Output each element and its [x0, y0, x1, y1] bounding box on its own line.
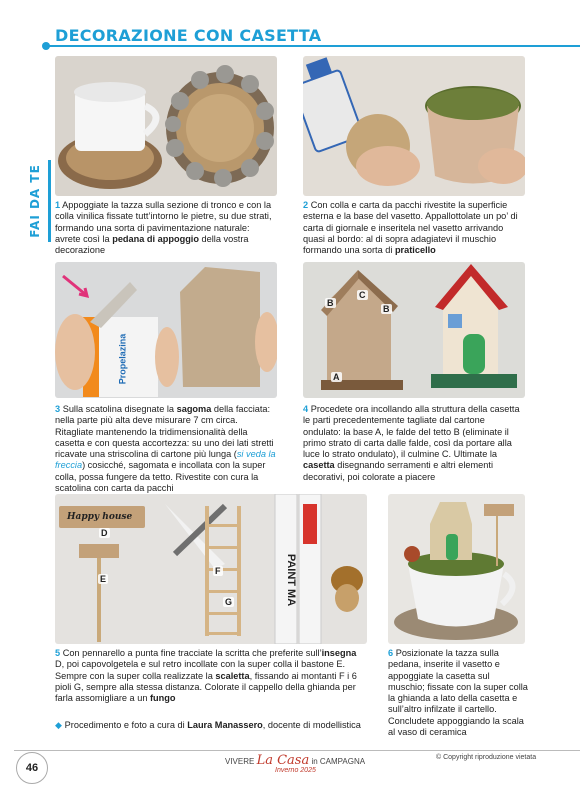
- step5-photo: [55, 494, 367, 644]
- step4-text-0: Procedete ora incollando alla struttura della casetta le parti precedentemente tagliate dal cartone ondulato: la base A, le falde del tetto B (eliminate il primo strato di carta dalle falde, così da portare alla luce lo strato ondulato), il culmine C. Ultimate la: [303, 404, 520, 460]
- step6-number: 6: [388, 648, 394, 658]
- step5-text-4: , fissando ai montanti F i 6 pioli G, sempre alla stessa distanza. Colorate il cappello della ghianda per farla assomigliare a un: [55, 670, 357, 704]
- step5-caption: [55, 648, 367, 704]
- issue-label: Inverno 2025: [275, 767, 316, 774]
- step5-text-3: scaletta: [215, 670, 250, 681]
- step1-text-2: della vostra decorazione: [55, 233, 249, 256]
- step3-text-0: Sulla scatolina disegnate la: [62, 404, 177, 414]
- step4-number: 4: [303, 404, 309, 414]
- credit-author: Laura Manassero: [187, 720, 263, 730]
- diamond-icon: ◆: [55, 720, 63, 730]
- step5-number: 5: [55, 648, 61, 658]
- title-rule: [48, 45, 580, 47]
- label-g: G: [225, 597, 233, 607]
- step3-text-1: sagoma: [176, 404, 212, 414]
- label-e: E: [100, 574, 107, 584]
- step2-caption: [303, 200, 525, 256]
- step4-text-1: casetta: [303, 460, 335, 471]
- step5-text-0: Con pennarello a punta fine tracciate la scritta che preferite sull’: [62, 648, 322, 658]
- step1-caption: [55, 200, 277, 256]
- step5-text-5: fungo: [149, 693, 176, 704]
- step1-photo: [55, 56, 277, 196]
- magazine-logo: [225, 753, 366, 774]
- mag-pre: VIVERE: [225, 757, 255, 766]
- step1-text-0: Appoggiate la tazza sulla sezione di tronco e con la colla vinilica fissate tutt’intorno le pietre, su due strati, formando una sorta di pavimentazione naturale: avrete così la: [55, 200, 272, 244]
- step3-text-3: si veda la freccia: [55, 449, 276, 471]
- step3-text-2: della facciata: nella parte più alta deve misurare 7 cm circa. Ritagliate mantenendo la tridimensionalità della casetta e con questa accortezza: su uno dei lati stretti ricavate una striscolina di cartone più lunga (: [55, 404, 274, 460]
- step2-photo: [303, 56, 525, 196]
- step3-caption: [55, 404, 277, 494]
- step3-photo: [55, 262, 277, 398]
- label-c: C: [359, 290, 366, 300]
- pen-text: PAINT MA: [285, 553, 298, 607]
- step6-photo: [388, 494, 525, 644]
- footer-rule: [14, 750, 580, 751]
- step4-photo: [303, 262, 525, 398]
- section-label: FAI DA TE: [28, 164, 42, 238]
- label-b1: B: [327, 298, 334, 308]
- label-a: A: [333, 372, 340, 382]
- page-title: DECORAZIONE CON CASETTA: [55, 26, 322, 45]
- credit-prefix: Procedimento e foto a cura di: [64, 720, 188, 730]
- step1-number: 1: [55, 200, 61, 210]
- step6-text-0: Posizionate la tazza sulla pedana, inserite il vasetto e appoggiate la casetta sul muschio; fissate con la super colla la ghianda a lato della casetta e sull’altro infilzate il cartello. Concludete appoggiando la scala al vaso di ceramica: [388, 648, 528, 738]
- mag-post: in CAMPAGNA: [311, 757, 366, 766]
- credit-line: [55, 720, 361, 731]
- box-text: Propelazina: [117, 333, 128, 385]
- section-tab: [22, 160, 51, 242]
- label-b2: B: [383, 304, 390, 314]
- label-d: D: [101, 528, 108, 538]
- mag-name: La Casa: [256, 753, 310, 768]
- step2-number: 2: [303, 200, 309, 210]
- step5-text-1: insegna: [321, 648, 357, 658]
- step3-number: 3: [55, 404, 61, 414]
- step2-text-0: Con colla e carta da pacchi rivestite la superficie esterna e la base del vasetto. Appallottolate un po’ di carta di giornale e inseritela nel vasetto arrivando quasi al bordo: al di sopra adagiatevi il muschio formando una sorta di: [303, 200, 518, 256]
- credit-suffix: , docente di modellistica: [262, 720, 361, 730]
- label-f: F: [215, 566, 221, 576]
- step3-text-4: ) cosicché, sagomata e incollata con la super colla, possa fungere da tetto. Rivestite con cura la scatolina con carta da pacchi: [55, 460, 266, 494]
- step4-caption: [303, 404, 525, 483]
- page-number: 46: [16, 752, 48, 784]
- sign-text: Happy house: [67, 512, 133, 522]
- copyright: © Copyright riproduzione vietata: [436, 754, 537, 761]
- step4-text-2: disegnando serramenti e altri elementi decorativi, poi colorate a piacere: [303, 460, 493, 482]
- step2-text-1: praticello: [394, 245, 436, 256]
- step5-text-2: D, poi capovolgetela e sul retro incollate con la super colla il bastone E. Sempre con la super colla realizzate la: [55, 659, 346, 681]
- step6-caption: [388, 648, 528, 738]
- step1-text-1: pedana di appoggio: [112, 233, 199, 244]
